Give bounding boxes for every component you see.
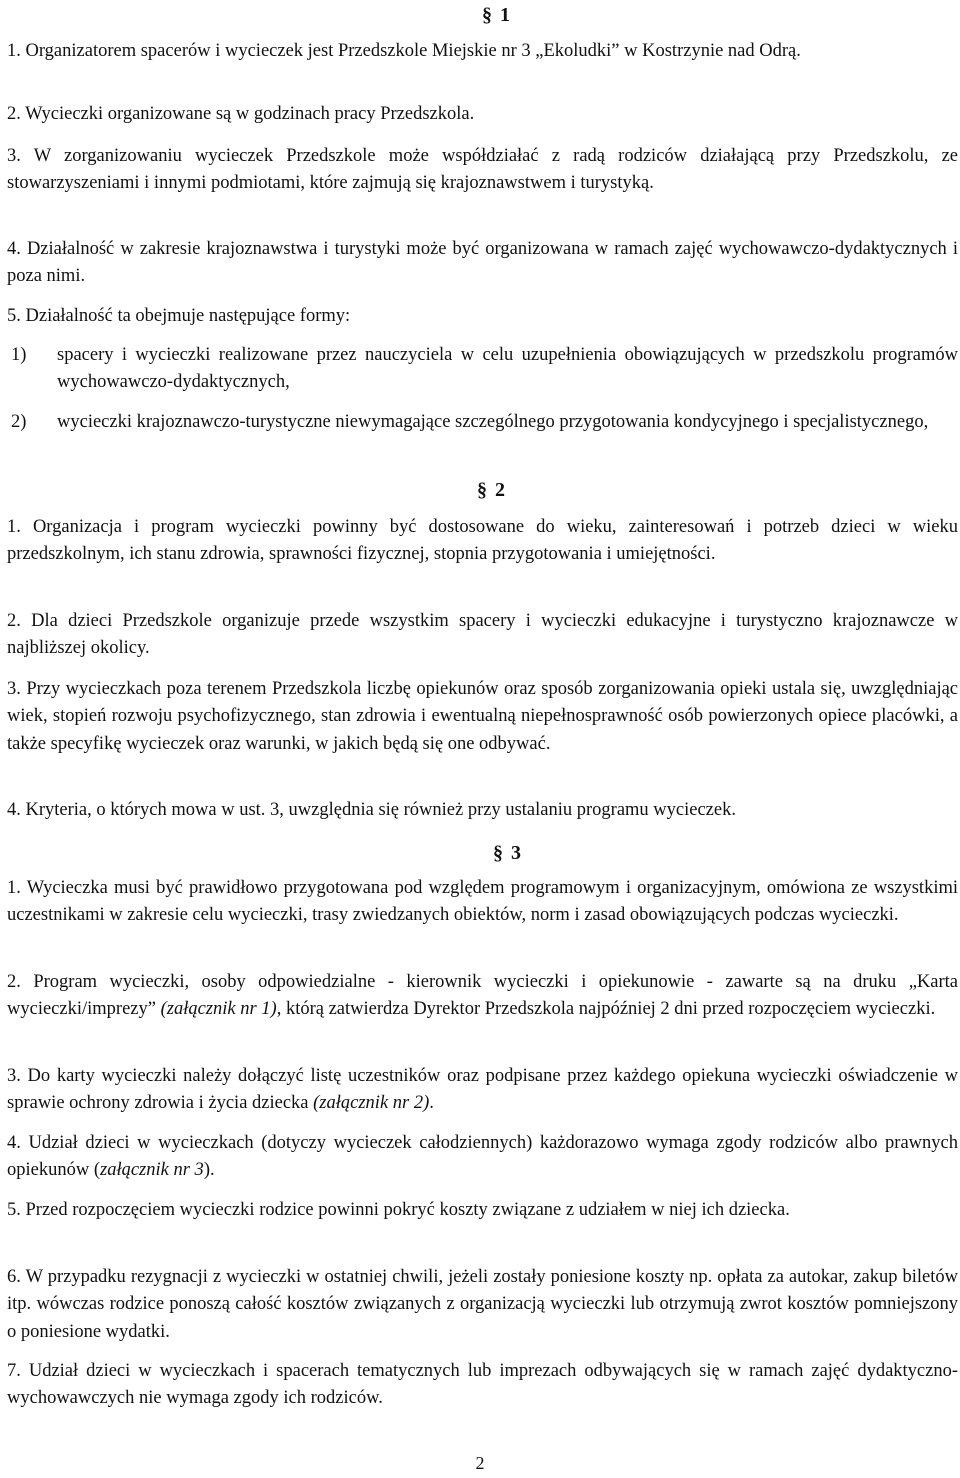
paragraph-text: , którą zatwierdza Dyrektor Przedszkola najpóźniej 2 dni przed rozpoczęciem wycieczki. — [276, 999, 936, 1020]
paragraph — [7, 1197, 958, 1224]
paragraph — [7, 1063, 958, 1118]
paragraph-text: Organizacja i program wycieczki powinny być dostosowane do wieku, zainteresowań i potrzeb dzieci w wieku przedszkolnym, ich stanu zdrowia, sprawności fizycznej, stopnia przygotowania i umiejętności. — [7, 517, 959, 565]
list-item — [11, 409, 958, 436]
paragraph-text: Udział dzieci w wycieczkach i spacerach tematycznych lub imprezach odbywających się w ramach zajęć dydaktyczno-wychowawczych nie wymaga zgody ich rodziców. — [7, 1361, 959, 1409]
attachment-reference: (załącznik nr 2) — [313, 1093, 430, 1114]
paragraph — [7, 303, 958, 330]
paragraph-text: Przed rozpoczęciem wycieczki rodzice powinni pokryć koszty związane z udziałem w niej ich dziecka. — [25, 1200, 790, 1220]
list-item — [11, 342, 958, 397]
section-number: 2 — [495, 479, 505, 501]
paragraph-text: Program wycieczki, osoby odpowiedzialne - kierownik wycieczki i opiekunowie - zawarte są na druku „Karta wycieczki/imprezy” — [7, 972, 959, 1020]
list-item-number: 1) — [11, 345, 27, 365]
section-sign: § — [482, 4, 492, 26]
paragraph — [7, 1358, 958, 1413]
paragraph-number: 3. — [7, 1066, 21, 1086]
paragraph — [7, 1130, 958, 1185]
section-number: 1 — [500, 4, 510, 26]
paragraph-text: ). — [203, 1160, 215, 1181]
paragraph-number: 6. — [7, 1267, 21, 1287]
paragraph — [7, 38, 958, 65]
section-sign: § — [493, 842, 503, 864]
paragraph-text: Do karty wycieczki należy dołączyć listę uczestników oraz podpisane przez każdego opiekuna wycieczki oświadczenie w sprawie ochrony zdrowia i życia dziecka — [7, 1066, 959, 1114]
paragraph-number: 3. — [7, 679, 21, 699]
paragraph-number: 5. — [7, 1200, 21, 1220]
page-number: 2 — [475, 1453, 485, 1473]
paragraph-text: Kryteria, o których mowa w ust. 3, uwzględnia się również przy ustalaniu programu wycieczek. — [25, 800, 736, 820]
paragraph-number: 4. — [7, 1133, 21, 1153]
paragraph-number: 1. — [7, 517, 21, 537]
paragraph-text: . — [429, 1093, 434, 1114]
paragraph — [7, 797, 958, 824]
paragraph-text: Działalność ta obejmuje następujące formy: — [25, 306, 351, 326]
paragraph-text: Dla dzieci Przedszkole organizuje przede wszystkim spacery i wycieczki edukacyjne i turystyczno krajoznawcze w najbliższej okolicy. — [7, 611, 959, 659]
attachment-reference: (załącznik nr 1) — [160, 999, 277, 1020]
section-sign: § — [477, 479, 487, 501]
paragraph — [7, 236, 958, 291]
paragraph — [7, 875, 958, 930]
attachment-reference: załącznik nr 3 — [100, 1160, 204, 1181]
paragraph — [7, 608, 958, 663]
paragraph — [7, 143, 958, 198]
paragraph-number: 2. — [7, 611, 21, 631]
paragraph — [7, 514, 958, 569]
paragraph-text: W przypadku rezygnacji z wycieczki w ostatniej chwili, jeżeli zostały poniesione koszty np. opłata za autokar, zakup biletów itp. wówczas rodzice ponoszą całość kosztów związanych z organizacją wycieczki lub otrzymują zwrot kosztów pomniejszony o poniesione wydatki. — [7, 1267, 959, 1342]
paragraph-text: W zorganizowaniu wycieczek Przedszkole może współdziałać z radą rodziców działającą przy Przedszkolu, ze stowarzyszeniami i innymi podmiotami, które zajmują się krajoznawstwem i turystyką. — [7, 146, 958, 194]
paragraph-text: Działalność w zakresie krajoznawstwa i turystyki może być organizowana w ramach zajęć wychowawczo-dydaktycznych i poza nimi. — [7, 239, 958, 287]
section-number: 3 — [511, 842, 521, 864]
paragraph-number: 4. — [7, 239, 21, 259]
paragraph-number: 1. — [7, 41, 21, 61]
paragraph — [7, 1264, 958, 1346]
paragraph-text: Wycieczki organizowane są w godzinach pracy Przedszkola. — [25, 104, 475, 124]
paragraph-number: 2. — [7, 972, 21, 992]
list-item-text: wycieczki krajoznawczo-turystyczne niewymagające szczególnego przygotowania kondycyjnego i specjalistycznego, — [57, 412, 929, 432]
paragraph-text: Organizatorem spacerów i wycieczek jest Przedszkole Miejskie nr 3 „Ekoludki” w Kostrzynie nad Odrą. — [25, 41, 801, 61]
paragraph-text: Przy wycieczkach poza terenem Przedszkola liczbę opiekunów oraz sposób zorganizowania opieki ustala się, uwzględniając wiek, stopień rozwoju psychofizycznego, stan zdrowia i ewentualną niepełnosprawność osób powierzonych opiece placówki, a także specyfikę wycieczek oraz warunki, w jakich będą się one odbywać. — [7, 679, 959, 754]
paragraph-number: 2. — [7, 104, 21, 124]
paragraph-number: 4. — [7, 800, 21, 820]
list-item-number: 2) — [11, 412, 27, 432]
paragraph-number: 7. — [7, 1361, 21, 1381]
paragraph — [7, 969, 958, 1024]
list-item-text: spacery i wycieczki realizowane przez nauczyciela w celu uzupełnienia obowiązujących w przedszkolu programów wychowawczo-dydaktycznych, — [57, 345, 958, 393]
paragraph-number: 5. — [7, 306, 21, 326]
paragraph-text: Udział dzieci w wycieczkach (dotyczy wycieczek całodziennych) każdorazowo wymaga zgody rodziców albo prawnych opiekunów ( — [7, 1133, 958, 1181]
paragraph — [7, 676, 958, 758]
paragraph-number: 3. — [7, 146, 21, 166]
paragraph — [7, 101, 958, 128]
paragraph-text: Wycieczka musi być prawidłowo przygotowana pod względem programowym i organizacyjnym, omówiona ze wszystkimi uczestnikami w zakresie celu wycieczki, trasy zwiedzanych obiektów, norm i zasad obowiązujących podczas wycieczki. — [7, 878, 958, 926]
paragraph-number: 1. — [7, 878, 21, 898]
